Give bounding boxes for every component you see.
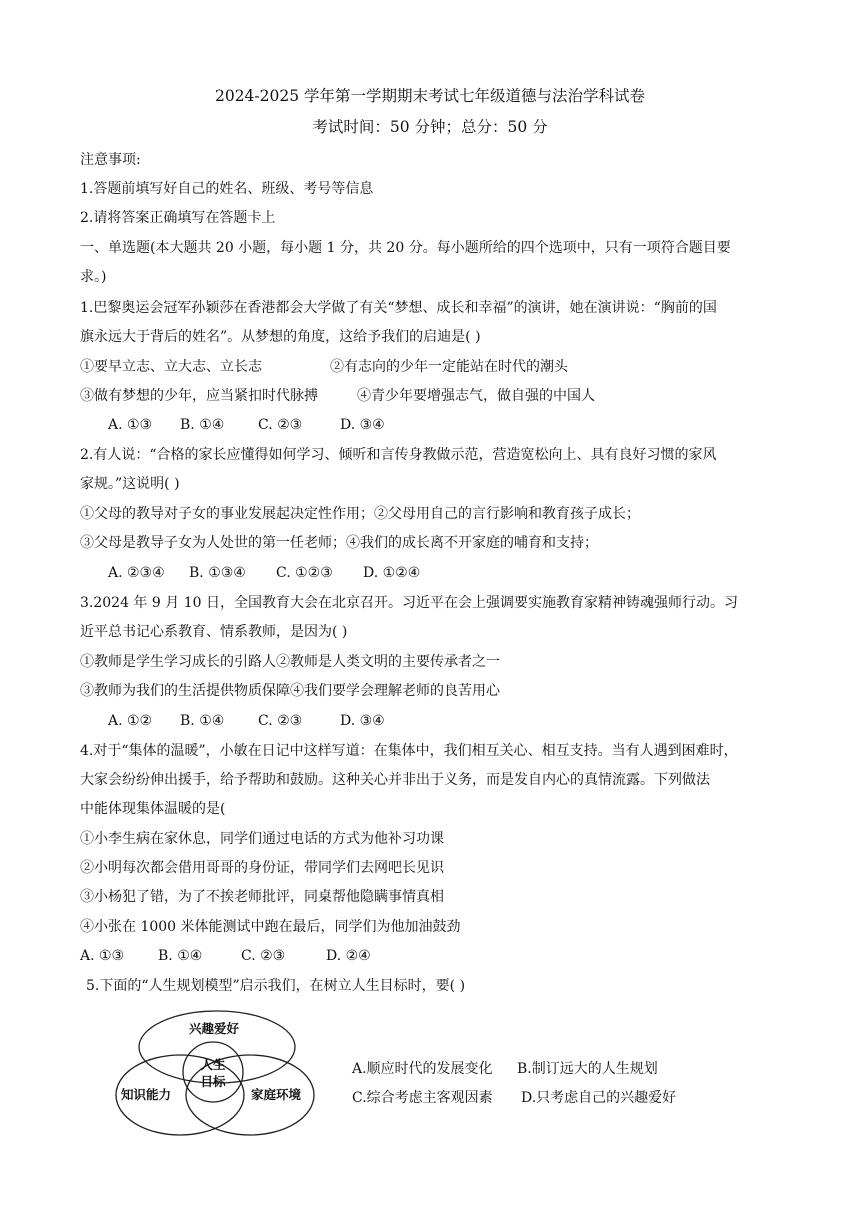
question-2-option-b: B. ①③④ (189, 565, 246, 581)
question-3-stem-cont: 近平总书记心系教育、情系教师，是因为( ) (80, 624, 348, 640)
venn-circle-goal (183, 1042, 243, 1102)
question-3-option-c: C. ②③ (258, 713, 303, 729)
question-2-statement: ①父母的教导对子女的事业发展起决定性作用；②父母用自己的言行影响和教育孩子成长； (80, 506, 640, 522)
question-1-statement: ③做有梦想的少年，应当紧扣时代脉搏 (80, 388, 318, 404)
question-4-statement: ②小明每次都会借用哥哥的身份证，带同学们去网吧长见识 (80, 860, 444, 876)
question-2-stem: 2.有人说：“合格的家长应懂得如何学习、倾听和言传身教做示范，营造宽松向上、具有良好习惯的家风 (80, 447, 717, 463)
question-3-option-a: A. ①② (108, 713, 153, 729)
question-4-option-b: B. ①④ (158, 948, 203, 964)
notes-item: 1.答题前填写好自己的姓名、班级、考号等信息 (80, 181, 374, 197)
question-4-stem-cont: 大家会纷纷伸出援手，给予帮助和鼓励。这种关心并非出于义务，而是发自内心的真情流露。下列做法 (80, 772, 710, 788)
exam-title: 2024-2025 学年第一学期期末考试七年级道德与法治学科试卷 (214, 87, 646, 105)
life-planning-venn-diagram (110, 1010, 320, 1140)
question-2-statement: ③父母是教导子女为人处世的第一任老师；④我们的成长离不开家庭的哺育和支持； (80, 535, 598, 551)
question-2-stem-cont: 家规。”这说明( ) (80, 476, 180, 492)
exam-subtitle: 考试时间：50 分钟；总分：50 分 (312, 118, 548, 136)
question-3-option-d: D. ③④ (340, 713, 385, 729)
question-5-stem: 5.下面的“人生规划模型”启示我们，在树立人生目标时，要( ) (86, 978, 466, 994)
question-1-stem-cont: 旗永远大于背后的姓名”。从梦想的角度，这给予我们的启迪是( ) (80, 329, 481, 345)
question-3-stem: 3.2024 年 9 月 10 日，全国教育大会在北京召开。习近平在会上强调要实施教育家精神铸魂强师行动。习 (80, 595, 738, 611)
venn-label-interests: 兴趣爱好 (188, 1021, 240, 1036)
question-4-statement: ④小张在 1000 米体能测试中跑在最后，同学们为他加油鼓劲 (80, 919, 461, 935)
venn-label-family: 家庭环境 (250, 1087, 302, 1102)
question-4-stem-cont: 中能体现集体温暖的是( (80, 801, 226, 817)
question-1-statement: ②有志向的少年一定能站在时代的潮头 (330, 359, 568, 375)
question-2-option-c: C. ①②③ (276, 565, 333, 581)
question-3-statement: ③教师为我们的生活提供物质保障④我们要学会理解老师的良苦用心 (80, 683, 500, 699)
venn-label-goal-line1: 人生 (200, 1057, 226, 1072)
question-3-statement: ①教师是学生学习成长的引路人②教师是人类文明的主要传承者之一 (80, 654, 500, 670)
question-1-stem: 1.巴黎奥运会冠军孙颖莎在香港都会大学做了有关“梦想、成长和幸福”的演讲，她在演讲说：“胸前的国 (80, 300, 717, 316)
question-4-stem: 4.对于“集体的温暖”，小敏在日记中这样写道：在集体中，我们相互关心、相互支持。当有人遇到困难时， (80, 743, 738, 759)
section-heading-cont: 求。) (80, 269, 107, 285)
question-1-statement: ①要早立志、立大志、立长志 (80, 359, 262, 375)
question-4-option-a: A. ①③ (80, 948, 125, 964)
question-1-option-a: A. ①③ (108, 417, 153, 433)
venn-label-goal-line2: 目标 (200, 1074, 226, 1089)
question-2-option-d: D. ①②④ (363, 565, 421, 581)
notes-item: 2.请将答案正确填写在答题卡上 (80, 210, 276, 226)
notes-heading: 注意事项: (80, 152, 141, 168)
question-4-statement: ③小杨犯了错，为了不挨老师批评，同桌帮他隐瞒事情真相 (80, 889, 444, 905)
question-4-statement: ①小李生病在家休息，同学们通过电话的方式为他补习功课 (80, 831, 444, 847)
question-4-option-d: D. ②④ (326, 948, 371, 964)
question-5-option-a: A.顺应时代的发展变化 (352, 1061, 493, 1077)
question-2-option-a: A. ②③④ (108, 565, 165, 581)
question-3-option-b: B. ①④ (180, 713, 225, 729)
question-1-option-c: C. ②③ (258, 417, 303, 433)
question-5-option-b: B.制订远大的人生规划 (517, 1061, 658, 1077)
question-5-option-c: C.综合考虑主客观因素 (352, 1090, 493, 1106)
question-4-option-c: C. ②③ (241, 948, 286, 964)
question-1-option-d: D. ③④ (340, 417, 385, 433)
question-1-option-b: B. ①④ (180, 417, 225, 433)
section-heading: 一、单选题(本大题共 20 小题，每小题 1 分，共 20 分。每小题所给的四个选项中，只有一项符合题目要 (80, 240, 731, 256)
question-1-statement: ④青少年要增强志气，做自强的中国人 (357, 388, 595, 404)
venn-label-knowledge: 知识能力 (120, 1087, 172, 1102)
question-5-option-d: D.只考虑自己的兴趣爱好 (521, 1090, 677, 1106)
